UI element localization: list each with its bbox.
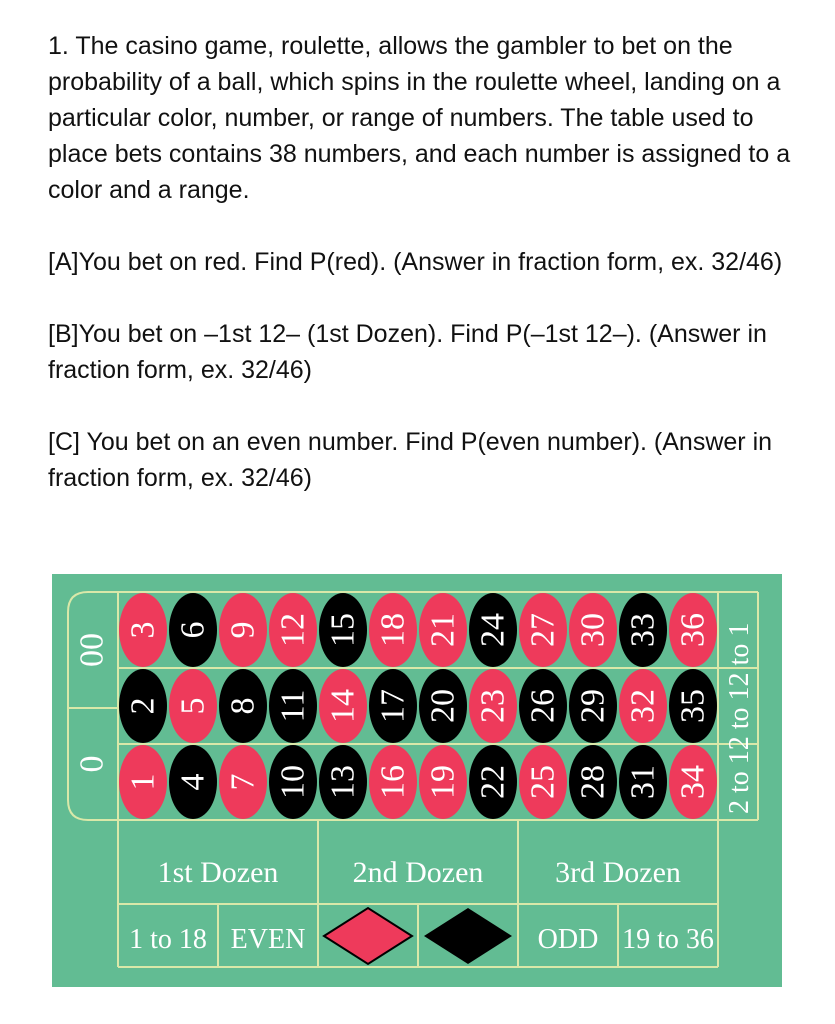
number-label: 2 bbox=[124, 697, 162, 715]
number-9 bbox=[219, 593, 267, 667]
question-text bbox=[48, 28, 808, 532]
number-label: 34 bbox=[674, 765, 712, 799]
number-label: 13 bbox=[324, 765, 362, 799]
number-35 bbox=[669, 669, 717, 743]
number-36 bbox=[669, 593, 717, 667]
number-label: 5 bbox=[174, 697, 212, 715]
number-8 bbox=[219, 669, 267, 743]
number-label: 32 bbox=[624, 689, 662, 723]
question-intro: 1. The casino game, roulette, allows the gambler to bet on the probability of a ball, which spins in the roulette wheel, landing on a particular color, number, or range of numbers. The table used to place bets contains 38 numbers, and each number is assigned to a color and a range. bbox=[48, 32, 791, 204]
dozen-1-label: 1st Dozen bbox=[157, 856, 279, 889]
number-7 bbox=[219, 745, 267, 819]
number-25 bbox=[519, 745, 567, 819]
number-16 bbox=[369, 745, 417, 819]
number-label: 14 bbox=[324, 689, 362, 723]
number-label: 3 bbox=[124, 621, 162, 639]
outside-19-to-36: 19 to 36 bbox=[622, 924, 714, 955]
number-label: 17 bbox=[374, 689, 412, 723]
red-diamond-icon bbox=[324, 908, 412, 964]
outside-1-to-18: 1 to 18 bbox=[129, 924, 207, 955]
number-label: 28 bbox=[574, 765, 612, 799]
number-label: 29 bbox=[574, 689, 612, 723]
black-diamond-icon bbox=[424, 908, 512, 964]
number-22 bbox=[469, 745, 517, 819]
number-26 bbox=[519, 669, 567, 743]
number-label: 31 bbox=[624, 765, 662, 799]
number-33 bbox=[619, 593, 667, 667]
number-1 bbox=[119, 745, 167, 819]
number-label: 16 bbox=[374, 765, 412, 799]
number-18 bbox=[369, 593, 417, 667]
number-13 bbox=[319, 745, 367, 819]
number-label: 36 bbox=[674, 613, 712, 647]
question-part-a: [A]You bet on red. Find P(red). (Answer in fraction form, ex. 32/46) bbox=[48, 248, 783, 276]
zero-label-0: 0 bbox=[73, 755, 111, 773]
number-label: 8 bbox=[224, 697, 262, 715]
zero-box-outline bbox=[68, 592, 118, 820]
number-12 bbox=[269, 593, 317, 667]
number-label: 7 bbox=[224, 773, 262, 791]
number-label: 12 bbox=[274, 613, 312, 647]
number-5 bbox=[169, 669, 217, 743]
number-6 bbox=[169, 593, 217, 667]
number-label: 11 bbox=[274, 689, 312, 723]
dozen-3-label: 3rd Dozen bbox=[555, 856, 681, 889]
number-ovals bbox=[119, 593, 717, 819]
column-bet-label: 2 to 12 to 12 to 1 bbox=[724, 622, 755, 814]
number-28 bbox=[569, 745, 617, 819]
number-label: 35 bbox=[674, 689, 712, 723]
number-24 bbox=[469, 593, 517, 667]
outside-even: EVEN bbox=[230, 924, 306, 955]
roulette-table bbox=[52, 574, 782, 987]
number-4 bbox=[169, 745, 217, 819]
question-part-b: [B]You bet on –1st 12– (1st Dozen). Find P(–1st 12–). (Answer in fraction form, ex. 32/46) bbox=[48, 320, 767, 384]
number-label: 33 bbox=[624, 613, 662, 647]
number-label: 4 bbox=[174, 773, 212, 791]
number-label: 18 bbox=[374, 613, 412, 647]
number-label: 10 bbox=[274, 765, 312, 799]
zero-labels bbox=[74, 633, 111, 773]
number-34 bbox=[669, 745, 717, 819]
number-label: 23 bbox=[474, 689, 512, 723]
number-23 bbox=[469, 669, 517, 743]
roulette-table-image bbox=[52, 574, 782, 987]
number-15 bbox=[319, 593, 367, 667]
number-label: 24 bbox=[474, 613, 512, 647]
number-label: 15 bbox=[324, 613, 362, 647]
number-20 bbox=[419, 669, 467, 743]
number-label: 19 bbox=[424, 765, 462, 799]
number-label: 6 bbox=[174, 621, 212, 639]
number-30 bbox=[569, 593, 617, 667]
number-31 bbox=[619, 745, 667, 819]
number-32 bbox=[619, 669, 667, 743]
number-label: 9 bbox=[224, 621, 262, 639]
number-label: 30 bbox=[574, 613, 612, 647]
number-27 bbox=[519, 593, 567, 667]
number-3 bbox=[119, 593, 167, 667]
number-label: 25 bbox=[524, 765, 562, 799]
number-label: 1 bbox=[124, 773, 162, 791]
number-29 bbox=[569, 669, 617, 743]
number-label: 22 bbox=[474, 765, 512, 799]
outside-odd: ODD bbox=[537, 924, 599, 955]
dozen-2-label: 2nd Dozen bbox=[352, 856, 484, 889]
zero-label-00: 00 bbox=[73, 633, 111, 667]
number-label: 20 bbox=[424, 689, 462, 723]
number-2 bbox=[119, 669, 167, 743]
number-17 bbox=[369, 669, 417, 743]
question-part-c: [C] You bet on an even number. Find P(even number). (Answer in fraction form, ex. 32/46) bbox=[48, 428, 773, 492]
number-19 bbox=[419, 745, 467, 819]
number-10 bbox=[269, 745, 317, 819]
number-label: 26 bbox=[524, 689, 562, 723]
number-21 bbox=[419, 593, 467, 667]
number-label: 27 bbox=[524, 613, 562, 647]
number-label: 21 bbox=[424, 613, 462, 647]
number-14 bbox=[319, 669, 367, 743]
number-11 bbox=[269, 669, 317, 743]
